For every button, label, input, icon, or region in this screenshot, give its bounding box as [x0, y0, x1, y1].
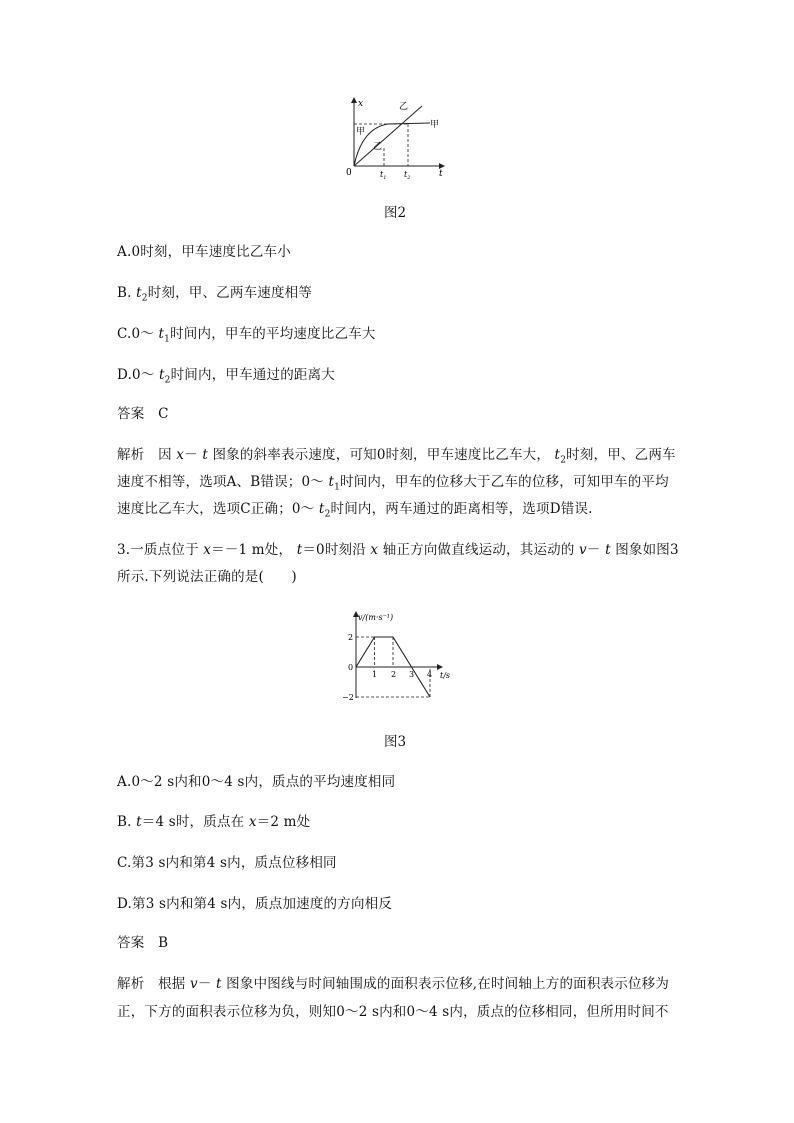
- q2-analysis-line-1: 解析 因 x－ t 图象的斜率表示速度，可知0时刻，甲车速度比乙车大， $t_2$时刻，甲、乙两车: [117, 447, 676, 466]
- q3-answer: 答案 B: [117, 935, 169, 951]
- t2-tick-label: $t_2$: [404, 170, 411, 181]
- figure-3-vt-graph: [336, 606, 460, 704]
- q3-option-c: C.第3 s内和第4 s内，质点位移相同: [117, 855, 337, 871]
- origin-label: 0: [346, 168, 352, 178]
- t-axis-label: t/s: [440, 671, 451, 680]
- q3-option-a: A.0～2 s内和0～4 s内，质点的平均速度相同: [117, 774, 396, 790]
- yi-label-top: 乙: [399, 102, 409, 112]
- x-tick-1: 1: [372, 670, 378, 679]
- q2-analysis-line-3: 速度比乙车大，选项C正确；0～ $t_2$时间内，两车通过的距离相等，选项D错误.: [117, 501, 593, 520]
- q2-answer: 答案 C: [117, 406, 169, 422]
- q3-stem-line-2: 所示.下列说法正确的是( ): [117, 569, 297, 585]
- y-tick-0: 0: [348, 663, 354, 672]
- q2-option-a: A.0时刻，甲车速度比乙车小: [117, 244, 291, 260]
- jia-curve: [354, 123, 430, 166]
- q3-analysis-line-1: 解析 根据 v－ t 图象中图线与时间轴围成的面积表示位移,在时间轴上方的面积表示位移为: [117, 976, 670, 992]
- t-axis-label: t: [439, 169, 443, 179]
- v-axis-label: v/(m·s⁻¹): [358, 613, 394, 622]
- y-tick-neg2: −2: [342, 693, 354, 702]
- yi-label-mid: 乙: [373, 142, 383, 152]
- q2-option-d: D.0～ $t_2$时间内，甲车通过的距离大: [117, 367, 335, 386]
- y-tick-2: 2: [348, 633, 354, 642]
- q3-stem-line-1: 3.一质点位于 x＝－1 m处， t＝0时刻沿 x 轴正方向做直线运动，其运动的 v－ t 图象如图3: [117, 542, 679, 558]
- q3-analysis-line-2: 正，下方的面积表示位移为负，则知0～2 s内和0～4 s内，质点的位移相同，但所用时间不: [117, 1004, 669, 1020]
- x-tick-3: 3: [409, 670, 415, 679]
- figure-2-caption: 图2: [384, 205, 407, 221]
- q2-option-c: C.0～ $t_1$时间内，甲车的平均速度比乙车大: [117, 326, 376, 345]
- q3-option-d: D.第3 s内和第4 s内，质点加速度的方向相反: [117, 896, 393, 912]
- figure-3-caption: 图3: [384, 734, 407, 750]
- q2-option-b: B. $t_2$时刻，甲、乙两车速度相等: [117, 285, 313, 304]
- jia-label-left: 甲: [356, 127, 366, 137]
- t1-tick-label: $t_1$: [380, 170, 387, 181]
- q3-option-b: B. t＝4 s时，质点在 x＝2 m处: [117, 814, 311, 830]
- x-tick-2: 2: [391, 670, 397, 679]
- jia-label-right: 甲: [430, 120, 440, 130]
- x-tick-4: 4: [427, 670, 433, 679]
- q2-analysis-line-2: 速度不相等，选项A、B错误；0～ $t_1$时间内，甲车的位移大于乙车的位移，可知甲车的平均: [117, 474, 669, 493]
- x-axis-label: x: [358, 99, 364, 109]
- figure-2-xt-graph: [340, 96, 450, 182]
